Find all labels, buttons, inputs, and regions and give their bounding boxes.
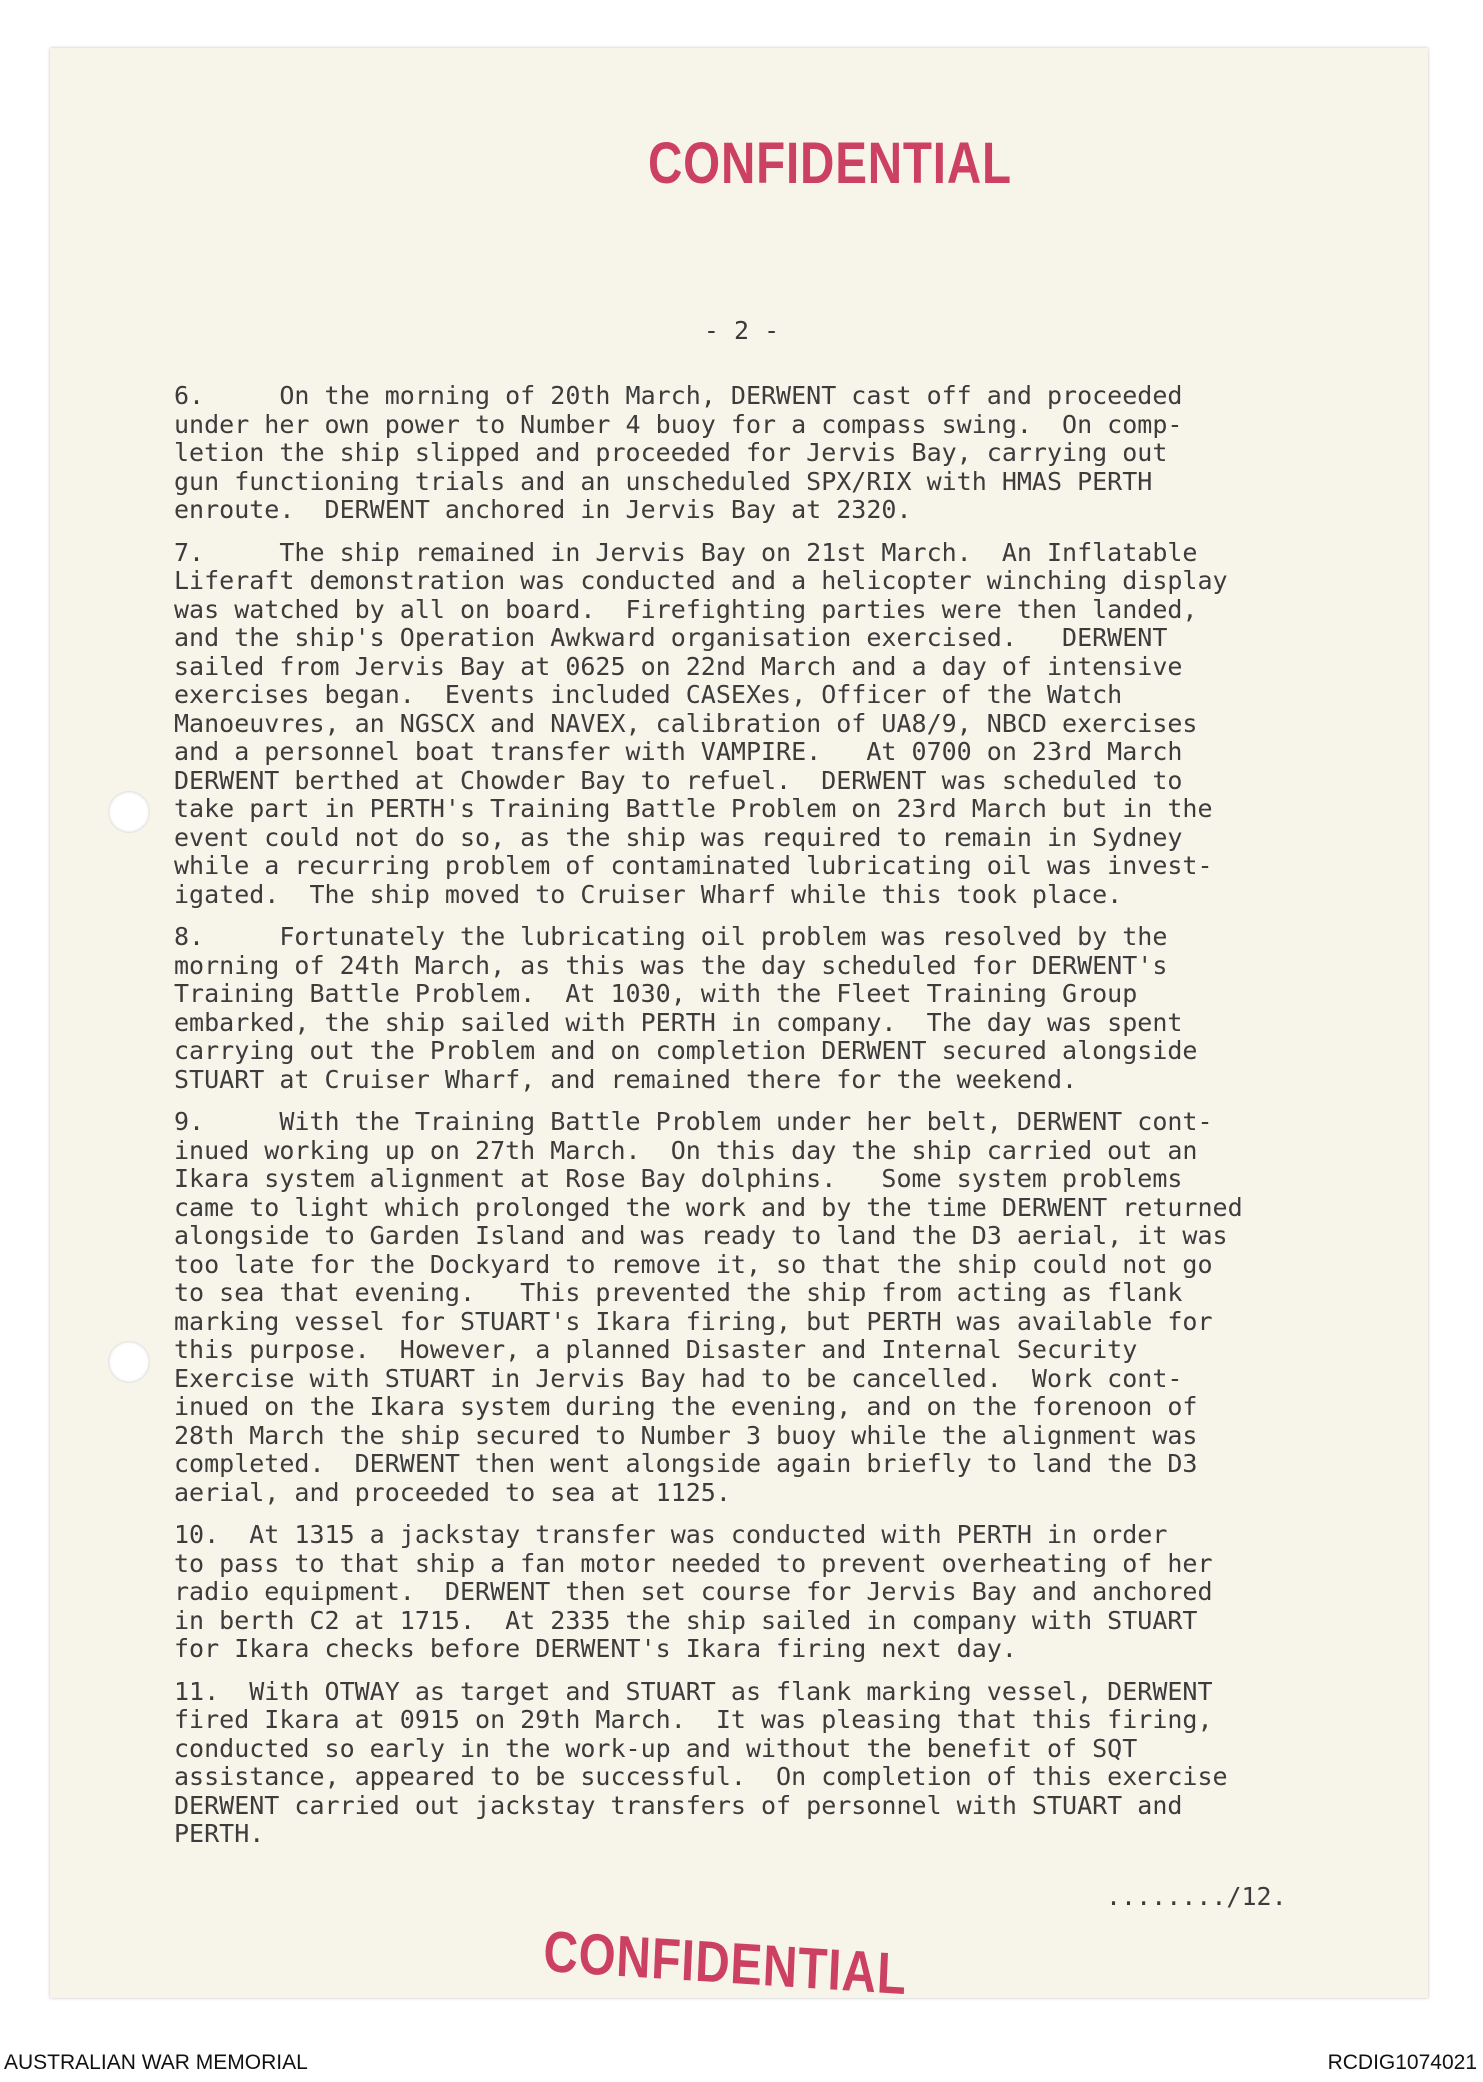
text-line: take part in PERTH's Training Battle Problem on 23rd March but in the [174,794,1213,823]
continuation-marker: ......../12. [1106,1882,1287,1911]
text-line: exercises began. Events included CASEXes, Officer of the Watch [174,680,1123,709]
text-line: Manoeuvres, an NGSCX and NAVEX, calibration of UA8/9, NBCD exercises [174,708,1198,738]
text-line: sailed from Jervis Bay at 0625 on 22nd March and a day of intensive [174,651,1183,681]
text-line: this purpose. However, a planned Disaster and Internal Security [174,1335,1138,1364]
confidential-stamp-bottom: CONFIDENTIAL [542,1918,909,2008]
text-line: inued working up on 27th March. On this day the ship carried out an [174,1135,1198,1165]
text-line: embarked, the ship sailed with PERTH in company. The day was spent [174,1007,1183,1037]
text-line: assistance, appeared to be successful. On completion of this exercise [174,1762,1228,1791]
text-line: radio equipment. DERWENT then set course for Jervis Bay and anchored [174,1577,1213,1606]
text-line: to pass to that ship a fan motor needed to prevent overheating of her [174,1548,1213,1578]
text-line: 8. Fortunately the lubricating oil problem was resolved by the [174,922,1168,951]
text-line: 9. With the Training Battle Problem under her belt, DERWENT cont- [174,1107,1213,1136]
paragraph-11 [174,1678,1354,1849]
text-line: Liferaft demonstration was conducted and a helicopter winching display [174,566,1228,595]
footer-archive-name: AUSTRALIAN WAR MEMORIAL [4,2051,308,2074]
text-line: under her own power to Number 4 buoy for a compass swing. On comp- [174,409,1183,439]
text-line: Training Battle Problem. At 1030, with the Fleet Training Group [174,979,1138,1008]
text-line: 10. At 1315 a jackstay transfer was conducted with PERTH in order [174,1520,1168,1549]
text-line: STUART at Cruiser Wharf, and remained there for the weekend. [174,1064,1078,1094]
text-line: Ikara system alignment at Rose Bay dolphins. Some system problems [174,1164,1183,1193]
text-line: too late for the Dockyard to remove it, so that the ship could not go [174,1249,1213,1279]
text-line: igated. The ship moved to Cruiser Wharf while this took place. [174,879,1123,909]
text-line: 28th March the ship secured to Number 3 buoy while the alignment was [174,1420,1198,1450]
punch-hole-top [108,791,150,833]
page-number: - 2 - [703,316,780,345]
text-line: aerial, and proceeded to sea at 1125. [174,1477,731,1507]
text-line: 6. On the morning of 20th March, DERWENT cast off and proceeded [174,381,1183,410]
text-line: 11. With OTWAY as target and STUART as flank marking vessel, DERWENT [174,1676,1213,1706]
paragraph-7 [174,539,1354,910]
paragraph-9 [174,1108,1354,1507]
punch-hole-bottom [108,1341,150,1383]
text-line: inued on the Ikara system during the evening, and on the forenoon of [174,1392,1198,1421]
text-line: letion the ship slipped and proceeded for Jervis Bay, carrying out [174,438,1168,467]
paragraph-8 [174,923,1354,1094]
text-line: DERWENT carried out jackstay transfers of personnel with STUART and [174,1790,1183,1820]
document-body [174,382,1354,1863]
paragraph-10 [174,1521,1354,1664]
text-line: carrying out the Problem and on completion DERWENT secured alongside [174,1036,1198,1065]
text-line: enroute. DERWENT anchored in Jervis Bay at 2320. [174,495,912,524]
text-line: 7. The ship remained in Jervis Bay on 21st March. An Inflatable [174,537,1198,567]
text-line: came to light which prolonged the work and by the time DERWENT returned [174,1192,1243,1222]
text-line: fired Ikara at 0915 on 29th March. It was pleasing that this firing, [174,1705,1213,1734]
text-line: and a personnel boat transfer with VAMPIRE. At 0700 on 23rd March [174,737,1183,766]
text-line: while a recurring problem of contaminated lubricating oil was invest- [174,851,1213,880]
text-line: morning of 24th March, as this was the day scheduled for DERWENT's [174,950,1168,980]
text-line: was watched by all on board. Firefighting parties were then landed, [174,594,1198,624]
text-line: in berth C2 at 1715. At 2335 the ship sailed in company with STUART [174,1605,1198,1635]
confidential-stamp-top: CONFIDENTIAL [648,131,1012,196]
text-line: gun functioning trials and an unscheduled SPX/RIX with HMAS PERTH [174,466,1153,496]
text-line: DERWENT berthed at Chowder Bay to refuel. DERWENT was scheduled to [174,765,1183,795]
text-line: marking vessel for STUART's Ikara firing, but PERTH was available for [174,1306,1213,1336]
text-line: conducted so early in the work-up and without the benefit of SQT [174,1733,1138,1763]
text-line: completed. DERWENT then went alongside again briefly to land the D3 [174,1449,1198,1478]
text-line: to sea that evening. This prevented the ship from acting as flank [174,1278,1183,1307]
text-line: PERTH. [174,1819,265,1848]
text-line: for Ikara checks before DERWENT's Ikara firing next day. [174,1634,1017,1663]
paragraph-6 [174,382,1354,525]
text-line: and the ship's Operation Awkward organisation exercised. DERWENT [174,623,1168,652]
text-line: event could not do so, as the ship was required to remain in Sydney [174,822,1183,852]
text-line: Exercise with STUART in Jervis Bay had to be cancelled. Work cont- [174,1363,1183,1393]
text-line: alongside to Garden Island and was ready to land the D3 aerial, it was [174,1221,1228,1250]
footer-item-id: RCDIG1074021 [1327,2051,1477,2074]
